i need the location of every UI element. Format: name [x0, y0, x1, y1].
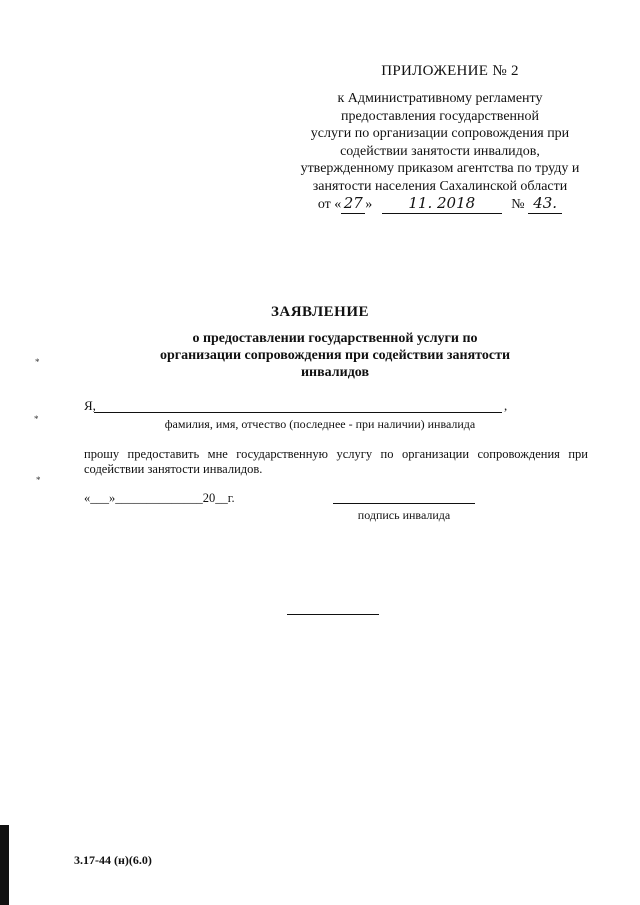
applicant-name-field[interactable]	[94, 412, 502, 413]
signature-field[interactable]	[333, 503, 475, 504]
appendix-line: услуги по организации сопровождения при	[310, 126, 570, 141]
signature-caption: подпись инвалида	[357, 508, 451, 522]
order-day: 27	[341, 195, 365, 214]
order-date: 11. 2018	[382, 195, 502, 214]
scan-edge-mark	[0, 825, 9, 905]
document-title: ЗАЯВЛЕНИЕ	[270, 304, 370, 320]
subtitle-line: о предоставлении государственной услуги по	[192, 331, 478, 346]
scan-speck: *	[34, 414, 39, 424]
appendix-line: к Административному регламенту	[337, 91, 543, 106]
appendix-line: занятости населения Сахалинской области	[312, 178, 568, 194]
divider-line	[287, 614, 379, 615]
applicant-caption: фамилия, имя, отчество (последнее - при наличии) инвалида	[164, 417, 476, 431]
applicant-suffix: ,	[504, 398, 508, 413]
document-subtitle	[130, 330, 540, 381]
form-code: 3.17-44 (н)(6.0)	[74, 853, 152, 867]
appendix-line: содействии занятости инвалидов,	[340, 143, 540, 159]
scan-speck: *	[35, 357, 40, 367]
appendix-title: ПРИЛОЖЕНИЕ № 2	[381, 63, 519, 79]
appendix-block	[270, 90, 610, 214]
request-text: прошу предоставить мне государственную услугу по организации сопровождения при содействии занятости инвалидов.	[84, 447, 588, 476]
date-field[interactable]: «___»______________20__г.	[84, 491, 235, 505]
order-number-label: №	[511, 197, 525, 212]
subtitle-line: организации сопровождения при содействии занятости	[159, 348, 511, 363]
applicant-prefix: Я,	[84, 398, 96, 413]
subtitle-line: инвалидов	[300, 365, 370, 380]
appendix-line: утвержденному приказом агентства по труду и	[300, 161, 580, 176]
appendix-line: предоставления государственной	[340, 108, 540, 124]
order-reference	[270, 195, 610, 214]
order-prefix: от «	[317, 197, 342, 212]
applicant-row	[84, 398, 524, 414]
scan-speck: *	[36, 475, 41, 485]
order-number: 43.	[528, 195, 562, 214]
order-mid: »	[365, 197, 373, 212]
